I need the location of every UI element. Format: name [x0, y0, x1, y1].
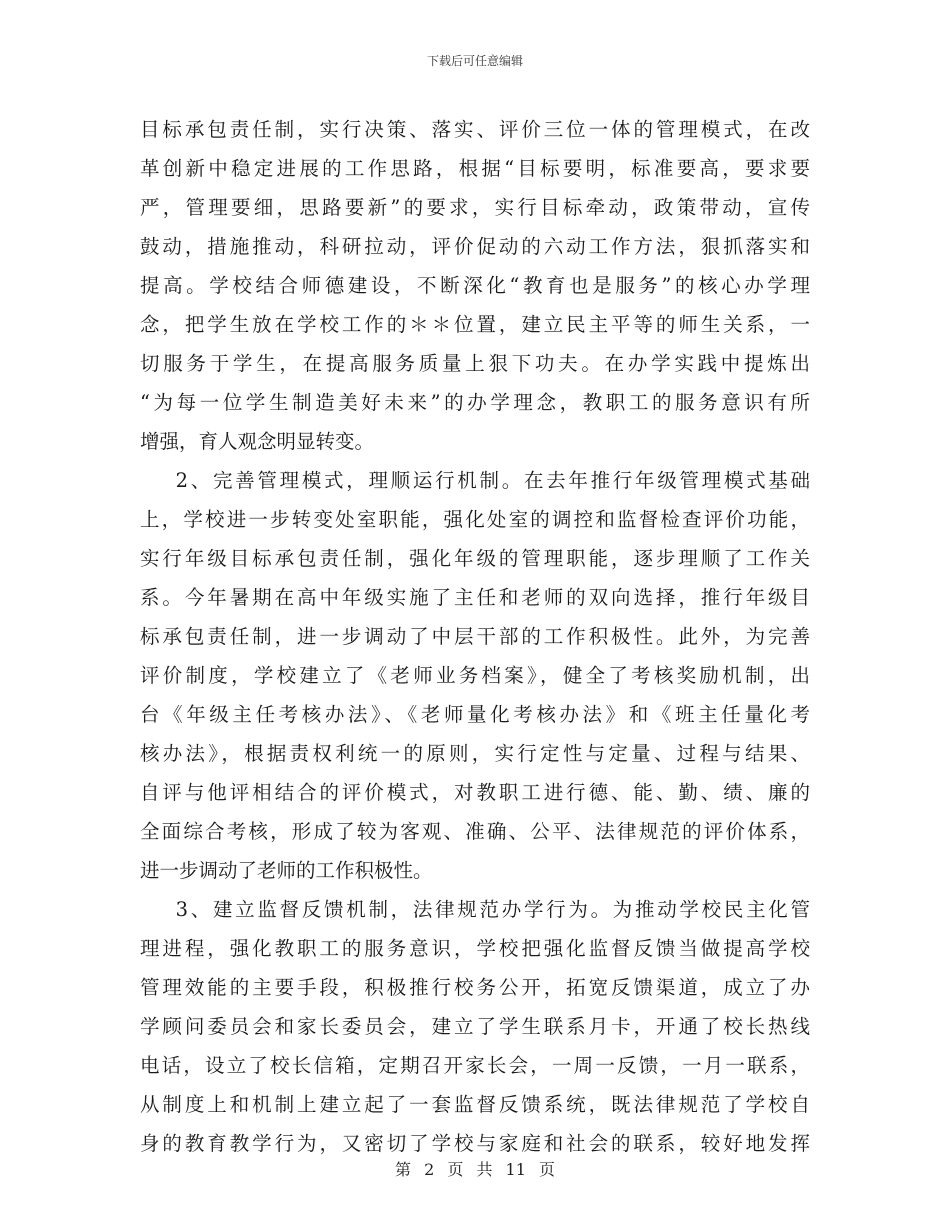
text-line: 从制度上和机制上建立起了一套监督反馈系统，既法律规范了学校自: [140, 1093, 810, 1116]
text-line: 实行年级目标承包责任制，强化年级的管理职能，逐步理顺了工作关: [140, 547, 810, 570]
text-line: 身的教育教学行为，又密切了学校与家庭和社会的联系，较好地发挥: [140, 1132, 810, 1155]
text-line: 增强，育人观念明显转变。: [140, 430, 375, 453]
text-line: 革创新中稳定进展的工作思路，根据“目标要明，标准要高，要求要: [140, 157, 810, 180]
text-line: 念，把学生放在学校工作的＊＊位置，建立民主平等的师生关系，一: [140, 313, 810, 336]
text-line: 管理效能的主要手段，积极推行校务公开，拓宽反馈渠道，成立了办: [140, 976, 810, 999]
text-line: 系。今年暑期在高中年级实施了主任和老师的双向选择，推行年级目: [140, 586, 810, 609]
text-line: 学顾问委员会和家长委员会，建立了学生联系月卡，开通了校长热线: [140, 1015, 810, 1038]
text-line: 核办法》，根据责权利统一的原则，实行定性与定量、过程与结果、: [140, 742, 810, 765]
text-line: 2、完善管理模式，理顺运行机制。在去年推行年级管理模式基础: [140, 469, 810, 492]
text-line: 目标承包责任制，实行决策、落实、评价三位一体的管理模式，在改: [140, 118, 810, 141]
text-line: 电话，设立了校长信箱，定期召开家长会，一周一反馈，一月一联系，: [140, 1054, 810, 1077]
text-line: 评价制度，学校建立了《老师业务档案》，健全了考核奖励机制，出: [140, 664, 810, 687]
text-line: “为每一位学生制造美好未来”的办学理念，教职工的服务意识有所: [140, 391, 810, 414]
text-line: 进一步调动了老师的工作积极性。: [140, 859, 433, 882]
page-footer: 第 2 页 共 11 页: [395, 1160, 555, 1179]
document-body: [140, 110, 810, 1163]
text-line: 自评与他评相结合的评价模式，对教职工进行德、能、勤、绩、廉的: [140, 781, 810, 804]
text-line: 标承包责任制，进一步调动了中层干部的工作积极性。此外，为完善: [140, 625, 810, 648]
text-line: 鼓动，措施推动，科研拉动，评价促动的六动工作方法，狠抓落实和: [140, 235, 810, 258]
page-header: 下载后可任意编辑: [426, 54, 523, 68]
text-line: 理进程，强化教职工的服务意识，学校把强化监督反馈当做提高学校: [140, 937, 810, 960]
text-line: 提高。学校结合师德建设，不断深化“教育也是服务”的核心办学理: [140, 274, 810, 297]
text-line: 全面综合考核，形成了较为客观、准确、公平、法律规范的评价体系，: [140, 820, 810, 843]
text-line: 切服务于学生，在提高服务质量上狠下功夫。在办学实践中提炼出: [140, 352, 810, 375]
text-line: 上，学校进一步转变处室职能，强化处室的调控和监督检查评价功能，: [140, 508, 810, 531]
text-line: 3、建立监督反馈机制，法律规范办学行为。为推动学校民主化管: [140, 898, 810, 921]
text-line: 台《年级主任考核办法》、《老师量化考核办法》和《班主任量化考: [140, 703, 810, 726]
text-line: 严，管理要细，思路要新”的要求，实行目标牵动，政策带动，宣传: [140, 196, 810, 219]
